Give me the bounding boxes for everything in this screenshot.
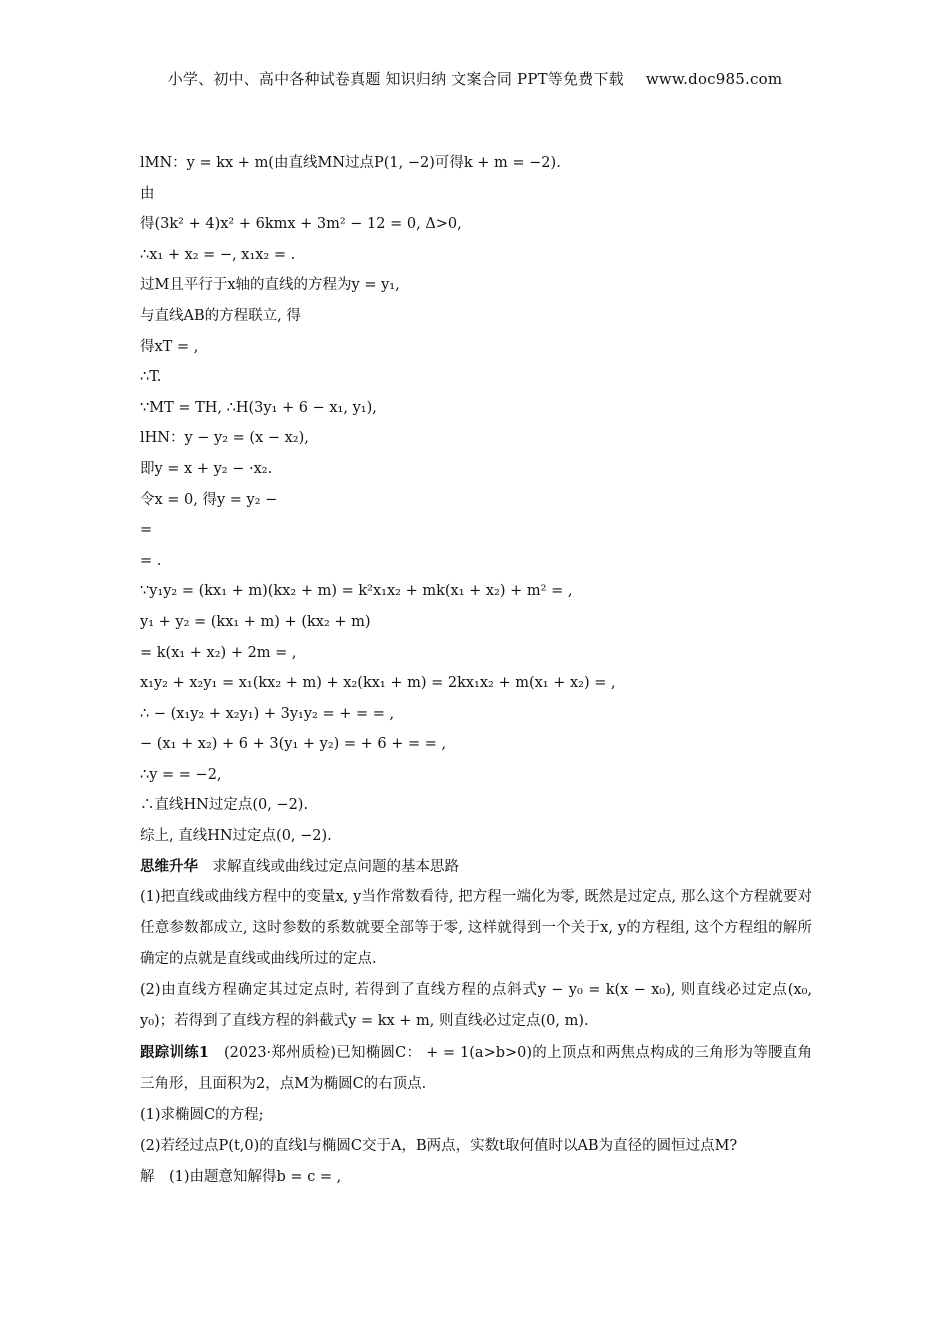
practice-answer: 解 (1)由题意知解得b = c = , [140,1169,342,1186]
practice-question-1: (1)求椭圆C的方程; [140,1107,264,1124]
text-line: 即y = x + y₂ − ·x₂. [140,460,273,477]
text-line: 得(3k² + 4)x² + 6kmx + 3m² − 12 = 0, Δ>0, [140,216,462,233]
text-line: ∴y = = −2, [140,766,222,783]
text-line: ∴直线HN过定点(0, −2). [140,797,309,814]
header-text: 小学、初中、高中各种试卷真题 知识归纳 文案合同 PPT等免费下载 [167,70,624,88]
summary-paragraph-2: (2)由直线方程确定其过定点时, 若得到了直线方程的点斜式y − y₀ = k(x − x₀), 则直线必过定点(x₀, y₀)；若得到了直线方程的斜截式y = kx + m, 则直线必过定点(0, m). [140,982,812,1030]
text-line: 过M且平行于x轴的直线的方程为y = y₁, [140,277,400,294]
summary-paragraph-1: (1)把直线或曲线方程中的变量x, y当作常数看待, 把方程一端化为零, 既然是过定点, 那么这个方程就要对任意参数都成立, 这时参数的系数就要全部等于零, 这样就得到一个关于x, y的方程组, 这个方程组的解所确定的点就是直线或曲线所过的定点. [140,889,812,968]
text-line: 得xT = , [140,338,199,355]
text-line: = k(x₁ + x₂) + 2m = , [140,644,297,661]
text-line: = . [140,552,162,569]
text-line: ∵MT = TH, ∴H(3y₁ + 6 − x₁, y₁), [140,399,377,416]
summary-title: 思维升华 [140,857,198,875]
text-line: ∴ − (x₁y₂ + x₂y₁) + 3y₁y₂ = + = = , [140,705,395,722]
text-line: x₁y₂ + x₂y₁ = x₁(kx₂ + m) + x₂(kx₁ + m) = 2kx₁x₂ + m(x₁ + x₂) = , [140,675,616,692]
practice-text: (2023·郑州质检)已知椭圆C： + = 1(a>b>0)的上顶点和两焦点构成的三角形为等腰直角三角形，且面积为2，点M为椭圆C的右顶点. [140,1045,812,1093]
text-line: ∴x₁ + x₂ = −, x₁x₂ = . [140,246,296,263]
text-line: lHN：y − y₂ = (x − x₂), [140,430,309,447]
text-line: ∵y₁y₂ = (kx₁ + m)(kx₂ + m) = k²x₁x₂ + mk(x₁ + x₂) + m² = , [140,583,573,600]
text-line: 与直线AB的方程联立, 得 [140,307,301,324]
summary-heading [140,852,812,883]
header-url[interactable]: www.doc985.com [645,70,783,88]
text-line: = [140,522,153,539]
text-line: 综上, 直线HN过定点(0, −2). [140,828,332,845]
practice-question-2: (2)若经过点P(t,0)的直线l与椭圆C交于A，B两点，实数t取何值时以AB为直径的圆恒过点M? [140,1138,738,1155]
text-line: y₁ + y₂ = (kx₁ + m) + (kx₂ + m) [140,613,371,630]
text-line: ∴T. [140,369,162,386]
practice-problem [140,1037,812,1100]
text-line: 令x = 0, 得y = y₂ − [140,491,278,508]
practice-label: 跟踪训练1 [140,1044,210,1062]
summary-subtitle: 求解直线或曲线过定点问题的基本思路 [212,858,459,875]
text-line: lMN：y = kx + m(由直线MN过点P(1, −2)可得k + m = −2). [140,155,561,171]
document-body [140,148,812,1193]
text-line: 由 [140,185,155,202]
text-line: − (x₁ + x₂) + 6 + 3(y₁ + y₂) = + 6 + = = , [140,736,447,753]
page-header [0,68,950,89]
